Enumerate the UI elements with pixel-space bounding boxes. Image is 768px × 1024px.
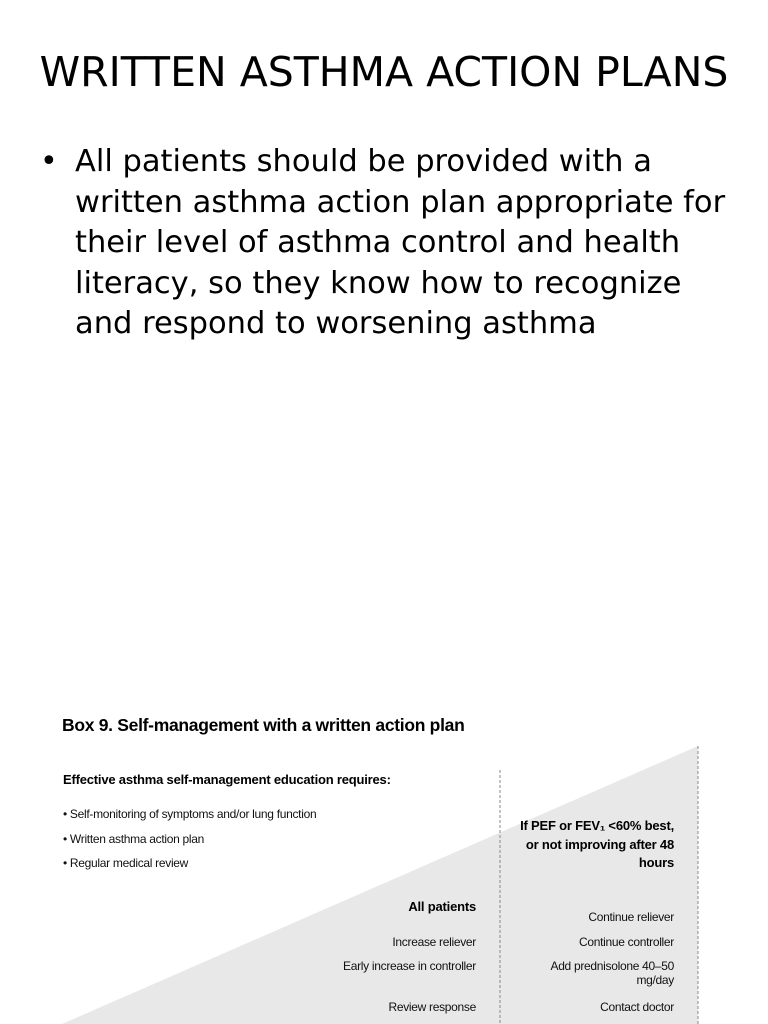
slide-title: WRITTEN ASTHMA ACTION PLANS — [39, 48, 729, 97]
requirement-item: • Regular medical review — [63, 856, 189, 870]
requirements-title: Effective asthma self-management education requires: — [63, 772, 391, 787]
self-management-box — [0, 700, 768, 1024]
all-patients-item: Increase reliever — [392, 935, 476, 949]
pef-header: If PEF or FEV₁ <60% best, or not improving after 48 hours — [520, 818, 674, 870]
requirement-item: • Self-monitoring of symptoms and/or lung function — [63, 807, 317, 821]
all-patients-item: Review response — [388, 1000, 476, 1014]
all-patients-item: Early increase in controller — [343, 959, 476, 973]
requirements-list — [63, 807, 316, 881]
pef-item: Contact doctor — [600, 1000, 674, 1014]
bullet-dot-icon: • — [40, 144, 58, 179]
requirement-item: • Written asthma action plan — [63, 831, 204, 846]
box-title: Box 9. Self-management with a written action plan — [62, 715, 465, 735]
pef-item: Continue controller — [578, 935, 674, 949]
bullet-text: All patients should be provided with a written asthma action plan appropriate for their level of asthma control and health literacy, so they know how to recognize and respond to worsening asthma — [75, 144, 726, 341]
pef-item: Continue reliever — [588, 910, 674, 924]
all-patients-header: All patients — [408, 899, 476, 914]
pef-item: Add prednisolone 40–50 mg/day — [550, 959, 674, 987]
